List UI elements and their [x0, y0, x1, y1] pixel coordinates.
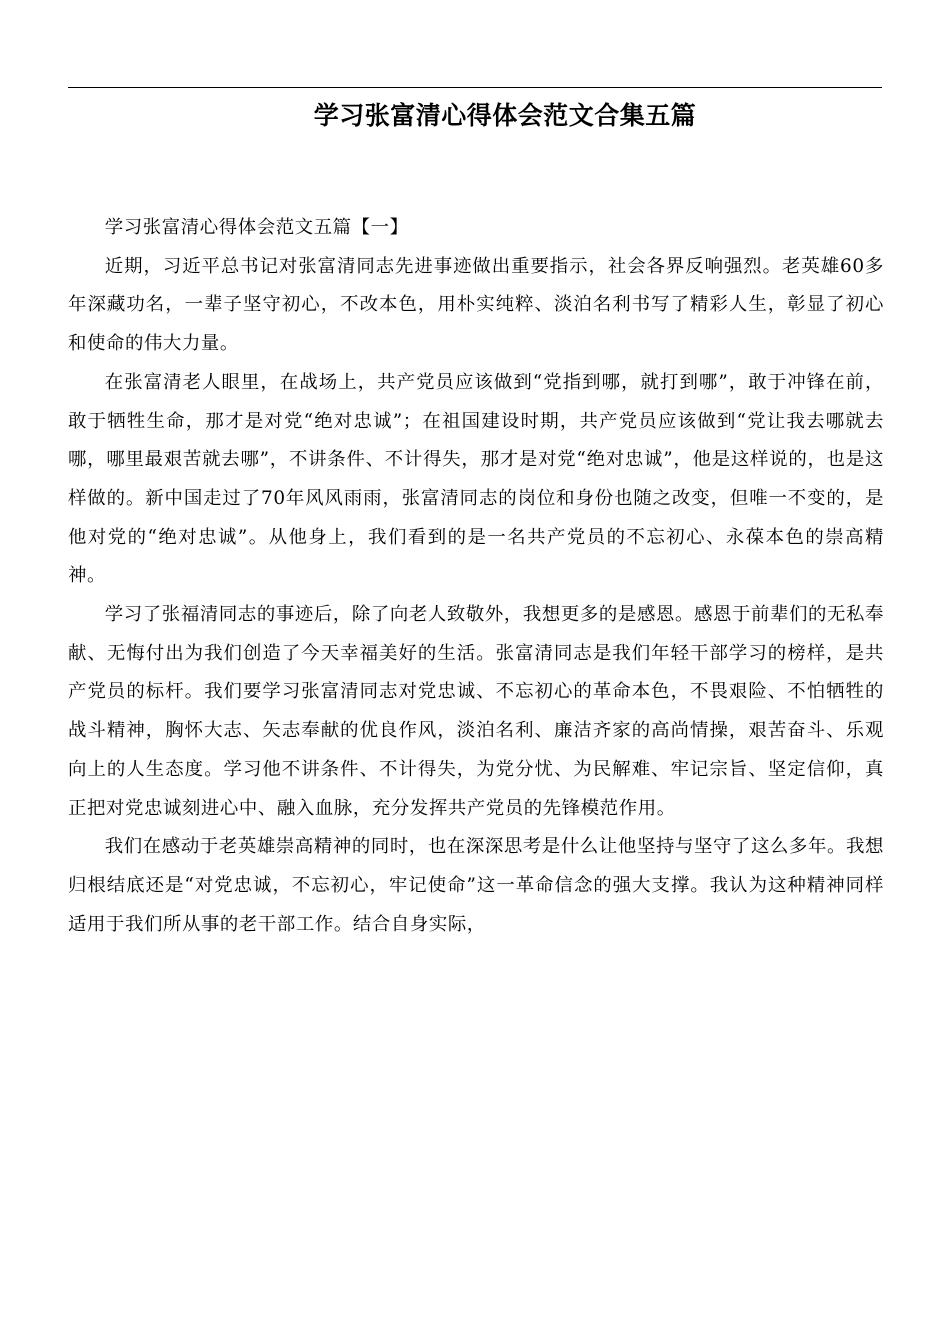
body-paragraph: 在张富清老人眼里，在战场上，共产党员应该做到“党指到哪，就打到哪”，敢于冲锋在前，敢于牺牲生命，那才是对党“绝对忠诚”；在祖国建设时期，共产党员应该做到“党让我去哪就去哪，哪里最艰苦就去哪”，不讲条件、不计得失，那才是对党“绝对忠诚”，他是这样说的，也是这样做的。新中国走过了70年风风雨雨，张富清同志的岗位和身份也随之改变，但唯一不变的，是他对党的“绝对忠诚”。从他身上，我们看到的是一名共产党员的不忘初心、永葆本色的崇高精神。 [68, 371, 884, 587]
document-title: 学习张富清心得体会范文合集五篇 [313, 101, 697, 130]
body-paragraph: 近期，习近平总书记对张富清同志先进事迹做出重要指示，社会各界反响强烈。老英雄60多年深藏功名，一辈子坚守初心，不改本色，用朴实纯粹、淡泊名利书写了精彩人生，彰显了初心和使命的伟大力量。 [68, 255, 884, 355]
header-rule [68, 87, 882, 88]
document-body [68, 209, 884, 944]
section-heading: 学习张富清心得体会范文五篇【一】 [104, 217, 409, 238]
body-paragraph: 我们在感动于老英雄崇高精神的同时，也在深深思考是什么让他坚持与坚守了这么多年。我想归根结底还是“对党忠诚，不忘初心，牢记使命”这一革命信念的强大支撑。我认为这种精神同样适用于我们所从事的老干部工作。结合自身实际， [68, 836, 884, 935]
body-paragraph: 学习了张福清同志的事迹后，除了向老人致敬外，我想更多的是感恩。感恩于前辈们的无私奉献、无悔付出为我们创造了今天幸福美好的生活。张富清同志是我们年轻干部学习的榜样，是共产党员的标杆。我们要学习张富清同志对党忠诚、不忘初心的革命本色，不畏艰险、不怕牺牲的战斗精神，胸怀大志、矢志奉献的优良作风，淡泊名利、廉洁齐家的高尚情操，艰苦奋斗、乐观向上的人生态度。学习他不讲条件、不计得失，为党分忧、为民解难、牢记宗旨、坚定信仰，真正把对党忠诚刻进心中、融入血脉，充分发挥共产党员的先锋模范作用。 [68, 604, 884, 819]
